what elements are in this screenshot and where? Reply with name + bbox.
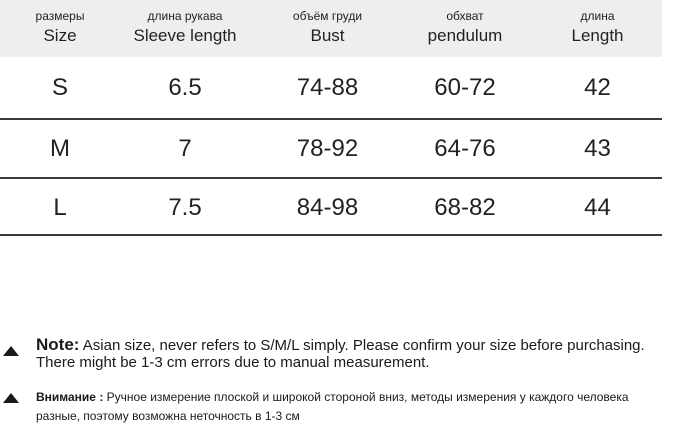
header-length-en: Length — [571, 26, 624, 45]
header-bust — [260, 8, 395, 48]
cell-bust: 78-92 — [296, 135, 359, 162]
triangle-bullet-icon — [3, 346, 19, 356]
cell-length: 43 — [584, 135, 611, 162]
cell-size: M — [50, 135, 70, 162]
header-size-en: Size — [43, 26, 77, 45]
cell-pendulum: 64-76 — [434, 135, 496, 162]
cell-length: 42 — [584, 74, 611, 101]
table-header — [0, 0, 662, 57]
header-sleeve-length-en: Sleeve length — [133, 26, 237, 45]
note-russian-body: Ручное измерение плоской и широкой стороной вниз, методы измерения у каждого человека разные, поэтому возможна неточность в 1-3 см — [36, 390, 629, 423]
header-size — [10, 8, 110, 48]
cell-bust: 84-98 — [296, 194, 359, 221]
table-row — [0, 119, 662, 179]
header-length — [550, 8, 645, 48]
header-size-ru: размеры — [35, 9, 85, 23]
note-english-body: Asian size, never refers to S/M/L simply. Please confirm your size before purchasing. There might be 1-3 cm errors due to manual measurement. — [36, 337, 645, 371]
header-bust-ru: объём груди — [292, 9, 363, 23]
cell-bust: 74-88 — [296, 74, 359, 101]
cell-sleeve-length: 7.5 — [168, 194, 202, 221]
table-row — [0, 178, 662, 238]
note-russian-text — [36, 388, 672, 426]
cell-sleeve-length: 7 — [178, 135, 192, 162]
note-english-text — [36, 336, 672, 371]
triangle-bullet-icon — [3, 393, 19, 403]
header-bust-en: Bust — [310, 26, 345, 45]
cell-pendulum: 68-82 — [434, 194, 496, 221]
header-pendulum-ru: обхват — [446, 9, 484, 23]
cell-sleeve-length: 6.5 — [168, 74, 202, 101]
header-sleeve-length-ru: длина рукава — [147, 9, 223, 23]
cell-size: L — [53, 194, 67, 221]
header-sleeve-length — [115, 8, 255, 48]
header-length-ru: длина — [580, 9, 615, 23]
cell-size: S — [51, 74, 68, 101]
header-pendulum — [400, 8, 530, 48]
row-divider — [0, 234, 662, 236]
table-row — [0, 58, 662, 118]
cell-length: 44 — [584, 194, 611, 221]
header-pendulum-en: pendulum — [427, 26, 503, 45]
note-russian-label: Внимание : — [36, 390, 104, 404]
cell-pendulum: 60-72 — [434, 74, 496, 101]
note-english-label: Note: — [36, 335, 80, 354]
